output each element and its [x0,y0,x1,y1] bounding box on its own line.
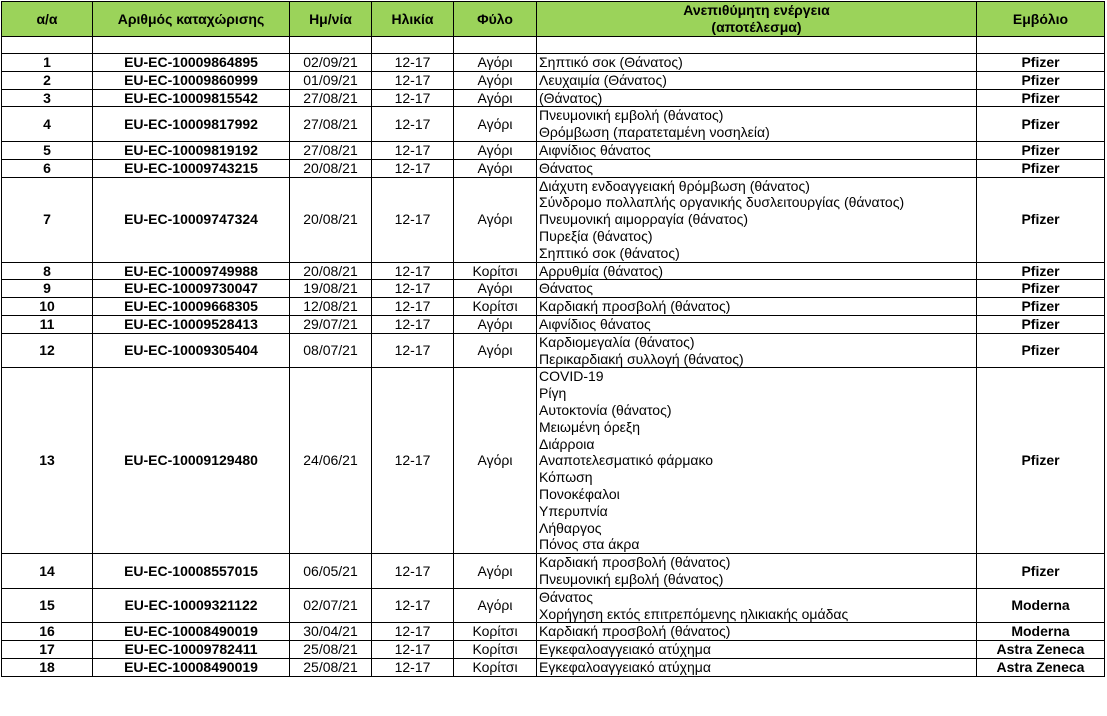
cell-date[interactable]: 27/08/21 [290,141,372,159]
cell-date[interactable]: 29/07/21 [290,315,372,333]
event-line: Πνευμονική εμβολή (θάνατος) [539,107,724,124]
cell-registration[interactable]: EU-EC-10009817992 [93,107,290,142]
cell-aa[interactable]: 9 [2,280,93,298]
cell-age[interactable]: 12-17 [372,554,454,589]
cell-vaccine[interactable]: Pfizer [977,54,1105,72]
cell-event[interactable] [537,368,977,554]
cell-aa[interactable]: 1 [2,54,93,72]
cell-sex[interactable]: Αγόρι [454,280,537,298]
table-row [2,554,1105,589]
cell-event[interactable] [537,315,977,333]
cell-date[interactable]: 30/04/21 [290,623,372,641]
cell-age[interactable]: 12-17 [372,298,454,316]
table-row [2,333,1105,368]
cell-sex[interactable]: Κορίτσι [454,623,537,641]
cell-age[interactable]: 12-17 [372,368,454,554]
cell-registration[interactable]: EU-EC-10009668305 [93,298,290,316]
cell-sex[interactable]: Αγόρι [454,159,537,177]
cell-aa[interactable]: 14 [2,554,93,589]
cell-event[interactable] [537,54,977,72]
cell-sex[interactable]: Κορίτσι [454,298,537,316]
cell-registration[interactable]: EU-EC-10008490019 [93,623,290,641]
cell-age[interactable]: 12-17 [372,159,454,177]
cell-date[interactable]: 02/09/21 [290,54,372,72]
cell-age[interactable]: 12-17 [372,71,454,89]
cell-vaccine[interactable]: Pfizer [977,177,1105,262]
cell-age[interactable]: 12-17 [372,177,454,262]
cell-aa[interactable]: 4 [2,107,93,142]
cell-age[interactable]: 12-17 [372,623,454,641]
cell-aa[interactable]: 8 [2,262,93,280]
table-row [2,177,1105,262]
header-age[interactable]: Ηλικία [372,2,454,37]
table-row [2,298,1105,316]
cell-registration[interactable]: EU-EC-10009730047 [93,280,290,298]
cell-event[interactable] [537,107,977,142]
cell-age[interactable]: 12-17 [372,54,454,72]
cell-date[interactable]: 27/08/21 [290,89,372,107]
event-line: Αναποτελεσματικό φάρμακο [539,452,714,469]
event-line: Εγκεφαλοαγγειακό ατύχημα [539,641,711,658]
event-line: Καρδιακή προσβολή (θάνατος) [539,554,731,571]
cell-registration[interactable]: EU-EC-10009749988 [93,262,290,280]
event-line: Σηπτικό σοκ (Θάνατος) [539,54,683,70]
cell-vaccine[interactable]: Pfizer [977,280,1105,298]
event-line: Θάνατος [539,280,593,297]
cell-aa[interactable]: 3 [2,89,93,107]
cell-vaccine[interactable]: Pfizer [977,141,1105,159]
cell-sex[interactable]: Αγόρι [454,89,537,107]
empty-cell[interactable] [977,37,1105,54]
cell-aa[interactable]: 18 [2,658,93,676]
event-line: COVID-19 [539,368,604,385]
cell-vaccine[interactable]: Pfizer [977,315,1105,333]
cell-registration[interactable]: EU-EC-10009819192 [93,141,290,159]
cell-vaccine[interactable]: Pfizer [977,71,1105,89]
cell-aa[interactable]: 12 [2,333,93,368]
cell-date[interactable]: 25/08/21 [290,641,372,659]
empty-cell[interactable] [290,37,372,54]
cell-registration[interactable]: EU-EC-10009815542 [93,89,290,107]
cell-sex[interactable]: Κορίτσι [454,658,537,676]
cell-vaccine[interactable]: Moderna [977,623,1105,641]
event-line: (Θάνατος) [539,89,603,106]
event-line: Αιφνίδιος θάνατος [539,141,651,158]
event-line: Πνευμονική αιμορραγία (θάνατος) [539,211,748,228]
event-line: Πνευμονική εμβολή (θάνατος) [539,570,724,587]
cell-date[interactable]: 27/08/21 [290,107,372,142]
header-event[interactable]: Ανεπιθύμητη ενέργεια (αποτέλεσμα) [537,2,977,37]
cell-age[interactable]: 12-17 [372,141,454,159]
table-row [2,89,1105,107]
table-row [2,588,1105,623]
cell-event[interactable] [537,89,977,107]
cell-date[interactable]: 24/06/21 [290,368,372,554]
cell-age[interactable]: 12-17 [372,641,454,659]
cell-date[interactable]: 01/09/21 [290,71,372,89]
cell-date[interactable]: 20/08/21 [290,159,372,177]
cell-aa[interactable]: 10 [2,298,93,316]
cell-aa[interactable]: 17 [2,641,93,659]
cell-registration[interactable]: EU-EC-10009528413 [93,315,290,333]
event-line: Αυτοκτονία (θάνατος) [539,401,672,418]
event-line: Καρδιακή προσβολή (θάνατος) [539,623,731,640]
cell-date[interactable]: 25/08/21 [290,658,372,676]
table-row [2,280,1105,298]
cell-event[interactable] [537,588,977,623]
cell-date[interactable]: 02/07/21 [290,588,372,623]
cell-registration[interactable]: EU-EC-10009321122 [93,588,290,623]
cell-date[interactable]: 06/05/21 [290,554,372,589]
cell-registration[interactable]: EU-EC-10008557015 [93,554,290,589]
header-aa[interactable]: α/α [2,2,93,37]
event-line: Σύνδρομο πολλαπλής οργανικής δυσλειτουργίας (θάνατος) [539,194,905,211]
empty-cell[interactable] [93,37,290,54]
cell-vaccine[interactable]: Pfizer [977,368,1105,554]
event-line: Θρόμβωση (παρατεταμένη νοσηλεία) [539,124,770,141]
cell-date[interactable]: 19/08/21 [290,280,372,298]
header-sex[interactable]: Φύλο [454,2,537,37]
table-row [2,107,1105,142]
cell-date[interactable]: 20/08/21 [290,177,372,262]
cell-age[interactable]: 12-17 [372,333,454,368]
cell-sex[interactable]: Αγόρι [454,315,537,333]
cell-aa[interactable]: 15 [2,588,93,623]
cell-sex[interactable]: Αγόρι [454,368,537,554]
header-date[interactable]: Ημ/νία [290,2,372,37]
cell-sex[interactable]: Αγόρι [454,177,537,262]
cell-event[interactable] [537,141,977,159]
table-row [2,623,1105,641]
cell-aa[interactable]: 2 [2,71,93,89]
empty-cell[interactable] [537,37,977,54]
table-row [2,141,1105,159]
cell-event[interactable] [537,280,977,298]
event-line: Σηπτικό σοκ (θάνατος) [539,244,680,261]
table-row [2,159,1105,177]
cell-date[interactable]: 20/08/21 [290,262,372,280]
empty-cell[interactable] [2,37,93,54]
cell-vaccine[interactable]: Pfizer [977,262,1105,280]
cell-age[interactable]: 12-17 [372,89,454,107]
cell-age[interactable]: 12-17 [372,107,454,142]
cell-vaccine[interactable]: Astra Zeneca [977,641,1105,659]
empty-row [2,37,1105,54]
event-line: Διάρροια [539,435,595,452]
cell-event[interactable] [537,262,977,280]
cell-registration[interactable]: EU-EC-10009747324 [93,177,290,262]
cell-sex[interactable]: Αγόρι [454,588,537,623]
cell-aa[interactable]: 13 [2,368,93,554]
cell-age[interactable]: 12-17 [372,315,454,333]
event-line: Θάνατος [539,588,593,605]
cell-sex[interactable]: Αγόρι [454,333,537,368]
event-line: Αρρυθμία (θάνατος) [539,262,664,279]
cell-event[interactable] [537,159,977,177]
cell-event[interactable] [537,298,977,316]
event-line: Διάχυτη ενδοαγγειακή θρόμβωση (θάνατος) [539,177,810,194]
cell-vaccine[interactable]: Pfizer [977,159,1105,177]
table-row [2,54,1105,72]
event-line: Χορήγηση εκτός επιτρεπόμενης ηλικιακής ομάδας [539,605,849,622]
event-line: Εγκεφαλοαγγειακό ατύχημα [539,658,711,675]
event-line: Μειωμένη όρεξη [539,418,640,435]
cell-registration[interactable]: EU-EC-10009864895 [93,54,290,72]
table-row [2,262,1105,280]
cell-registration[interactable]: EU-EC-10009860999 [93,71,290,89]
cell-sex[interactable]: Κορίτσι [454,641,537,659]
event-line: Πυρεξία (θάνατος) [539,227,653,244]
cell-event[interactable] [537,658,977,676]
empty-cell[interactable] [454,37,537,54]
cell-vaccine[interactable]: Pfizer [977,554,1105,589]
empty-cell[interactable] [372,37,454,54]
cell-registration[interactable]: EU-EC-10009782411 [93,641,290,659]
header-registration[interactable]: Αριθμός καταχώρισης [93,2,290,37]
table-row [2,368,1105,554]
event-line: Λήθαργος [539,519,602,536]
event-line: Ρίγη [539,385,567,402]
adverse-events-table [1,1,1105,677]
table-body [2,37,1105,677]
cell-vaccine[interactable]: Pfizer [977,107,1105,142]
cell-event[interactable] [537,177,977,262]
cell-aa[interactable]: 5 [2,141,93,159]
event-line: Λευχαιμία (Θάνατος) [539,71,667,88]
event-line: Πονοκέφαλοι [539,485,620,502]
cell-vaccine[interactable]: Pfizer [977,298,1105,316]
cell-vaccine[interactable]: Pfizer [977,333,1105,368]
cell-aa[interactable]: 11 [2,315,93,333]
event-line: Καρδιομεγαλία (θάνατος) [539,333,695,350]
header-row [2,2,1105,37]
cell-registration[interactable]: EU-EC-10009305404 [93,333,290,368]
cell-event[interactable] [537,71,977,89]
cell-date[interactable]: 12/08/21 [290,298,372,316]
cell-vaccine[interactable]: Astra Zeneca [977,658,1105,676]
event-line: Υπερυπνία [539,502,608,519]
cell-age[interactable]: 12-17 [372,658,454,676]
cell-sex[interactable]: Αγόρι [454,54,537,72]
cell-sex[interactable]: Αγόρι [454,141,537,159]
cell-registration[interactable]: EU-EC-10009129480 [93,368,290,554]
cell-aa[interactable]: 16 [2,623,93,641]
cell-event[interactable] [537,554,977,589]
cell-aa[interactable]: 6 [2,159,93,177]
cell-age[interactable]: 12-17 [372,262,454,280]
header-vaccine[interactable]: Εμβόλιο [977,2,1105,37]
cell-registration[interactable]: EU-EC-10008490019 [93,658,290,676]
event-line: Θάνατος [539,159,593,176]
table-row [2,71,1105,89]
cell-date[interactable]: 08/07/21 [290,333,372,368]
table-row [2,315,1105,333]
event-line: Κόπωση [539,469,593,486]
cell-event[interactable] [537,623,977,641]
cell-sex[interactable]: Αγόρι [454,71,537,89]
table-row [2,658,1105,676]
cell-sex[interactable]: Αγόρι [454,107,537,142]
event-line: Περικαρδιακή συλλογή (θάνατος) [539,350,744,367]
cell-event[interactable] [537,333,977,368]
cell-age[interactable]: 12-17 [372,588,454,623]
cell-age[interactable]: 12-17 [372,280,454,298]
event-line: Αιφνίδιος θάνατος [539,315,651,332]
cell-registration[interactable]: EU-EC-10009743215 [93,159,290,177]
cell-vaccine[interactable]: Pfizer [977,89,1105,107]
cell-sex[interactable]: Κορίτσι [454,262,537,280]
table-row [2,641,1105,659]
cell-aa[interactable]: 7 [2,177,93,262]
event-line: Πόνος στα άκρα [539,536,640,553]
cell-vaccine[interactable]: Moderna [977,588,1105,623]
event-line: Καρδιακή προσβολή (θάνατος) [539,298,731,315]
cell-event[interactable] [537,641,977,659]
cell-sex[interactable]: Αγόρι [454,554,537,589]
